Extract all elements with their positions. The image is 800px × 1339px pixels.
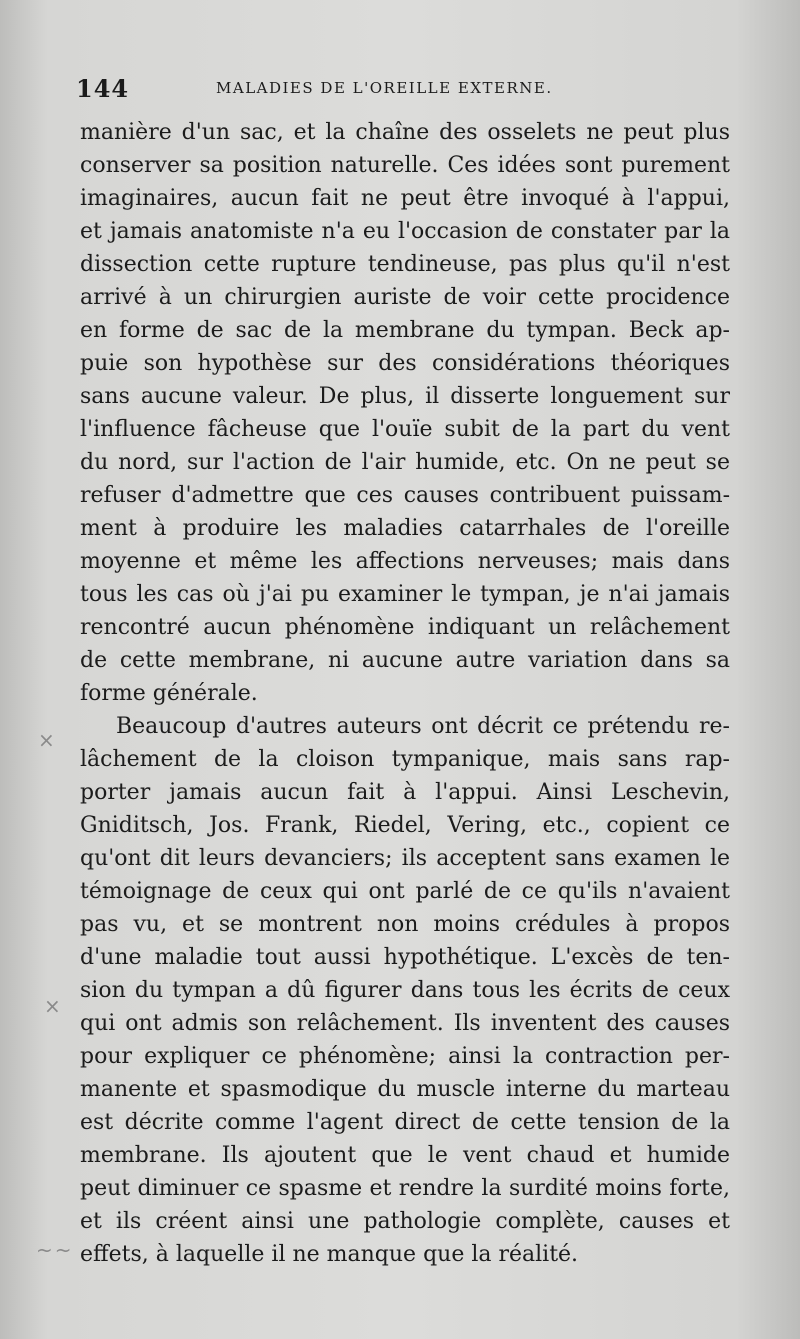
text-line: qu'ont dit leurs devanciers; ils acceptent sans examen le bbox=[80, 846, 730, 871]
text-line: dissection cette rupture tendineuse, pas plus qu'il n'est bbox=[80, 252, 730, 277]
text-line: peut diminuer ce spasme et rendre la surdité moins forte, bbox=[80, 1176, 730, 1201]
text-line: moyenne et même les affections nerveuses; mais dans bbox=[80, 549, 730, 574]
text-line: arrivé à un chirurgien auriste de voir cette procidence bbox=[80, 285, 730, 310]
pencil-mark: ~~ bbox=[36, 1238, 74, 1262]
text-line: et jamais anatomiste n'a eu l'occasion de constater par la bbox=[80, 219, 730, 244]
text-line: de cette membrane, ni aucune autre variation dans sa bbox=[80, 648, 730, 673]
text-line: d'une maladie tout aussi hypothétique. L'excès de ten- bbox=[80, 945, 730, 970]
paragraph-2 bbox=[80, 710, 730, 1271]
text-line: sans aucune valeur. De plus, il disserte longuement sur bbox=[80, 384, 730, 409]
text-line: ment à produire les maladies catarrhales de l'oreille bbox=[80, 516, 730, 541]
body-text bbox=[80, 116, 730, 1271]
text-line: imaginaires, aucun fait ne peut être invoqué à l'appui, bbox=[80, 186, 730, 211]
text-line: forme générale. bbox=[80, 681, 258, 706]
text-line: refuser d'admettre que ces causes contribuent puissam- bbox=[80, 483, 730, 508]
paragraph-1 bbox=[80, 116, 730, 710]
text-line: manière d'un sac, et la chaîne des osselets ne peut plus bbox=[80, 120, 730, 145]
text-line: pas vu, et se montrent non moins crédules à propos bbox=[80, 912, 730, 937]
text-line: sion du tympan a dû figurer dans tous les écrits de ceux bbox=[80, 978, 730, 1003]
text-line: Beaucoup d'autres auteurs ont décrit ce prétendu re- bbox=[116, 714, 730, 739]
text-line: et ils créent ainsi une pathologie complète, causes et bbox=[80, 1209, 730, 1234]
text-line: tous les cas où j'ai pu examiner le tympan, je n'ai jamais bbox=[80, 582, 730, 607]
page-number: 144 bbox=[76, 74, 130, 103]
pencil-mark: × bbox=[38, 728, 55, 752]
text-line: lâchement de la cloison tympanique, mais sans rap- bbox=[80, 747, 730, 772]
text-line: qui ont admis son relâchement. Ils inventent des causes bbox=[80, 1011, 730, 1036]
text-line: rencontré aucun phénomène indiquant un relâchement bbox=[80, 615, 730, 640]
text-line: effets, à laquelle il ne manque que la réalité. bbox=[80, 1242, 579, 1267]
text-line: du nord, sur l'action de l'air humide, etc. On ne peut se bbox=[80, 450, 730, 475]
text-line: manente et spasmodique du muscle interne du marteau bbox=[80, 1077, 730, 1102]
text-line: est décrite comme l'agent direct de cette tension de la bbox=[80, 1110, 730, 1135]
text-line: l'influence fâcheuse que l'ouïe subit de la part du vent bbox=[80, 417, 730, 442]
pencil-mark: × bbox=[44, 994, 61, 1018]
text-line: porter jamais aucun fait à l'appui. Ainsi Leschevin, bbox=[80, 780, 730, 805]
text-line: puie son hypothèse sur des considérations théoriques bbox=[80, 351, 730, 376]
text-line: en forme de sac de la membrane du tympan. Beck ap- bbox=[80, 318, 730, 343]
text-line: témoignage de ceux qui ont parlé de ce qu'ils n'avaient bbox=[80, 879, 730, 904]
page-header bbox=[76, 74, 716, 104]
text-line: conserver sa position naturelle. Ces idées sont purement bbox=[80, 153, 730, 178]
running-head: MALADIES DE L'OREILLE EXTERNE. bbox=[216, 79, 553, 97]
text-line: Gniditsch, Jos. Frank, Riedel, Vering, etc., copient ce bbox=[80, 813, 730, 838]
text-line: membrane. Ils ajoutent que le vent chaud et humide bbox=[80, 1143, 730, 1168]
text-line: pour expliquer ce phénomène; ainsi la contraction per- bbox=[80, 1044, 730, 1069]
